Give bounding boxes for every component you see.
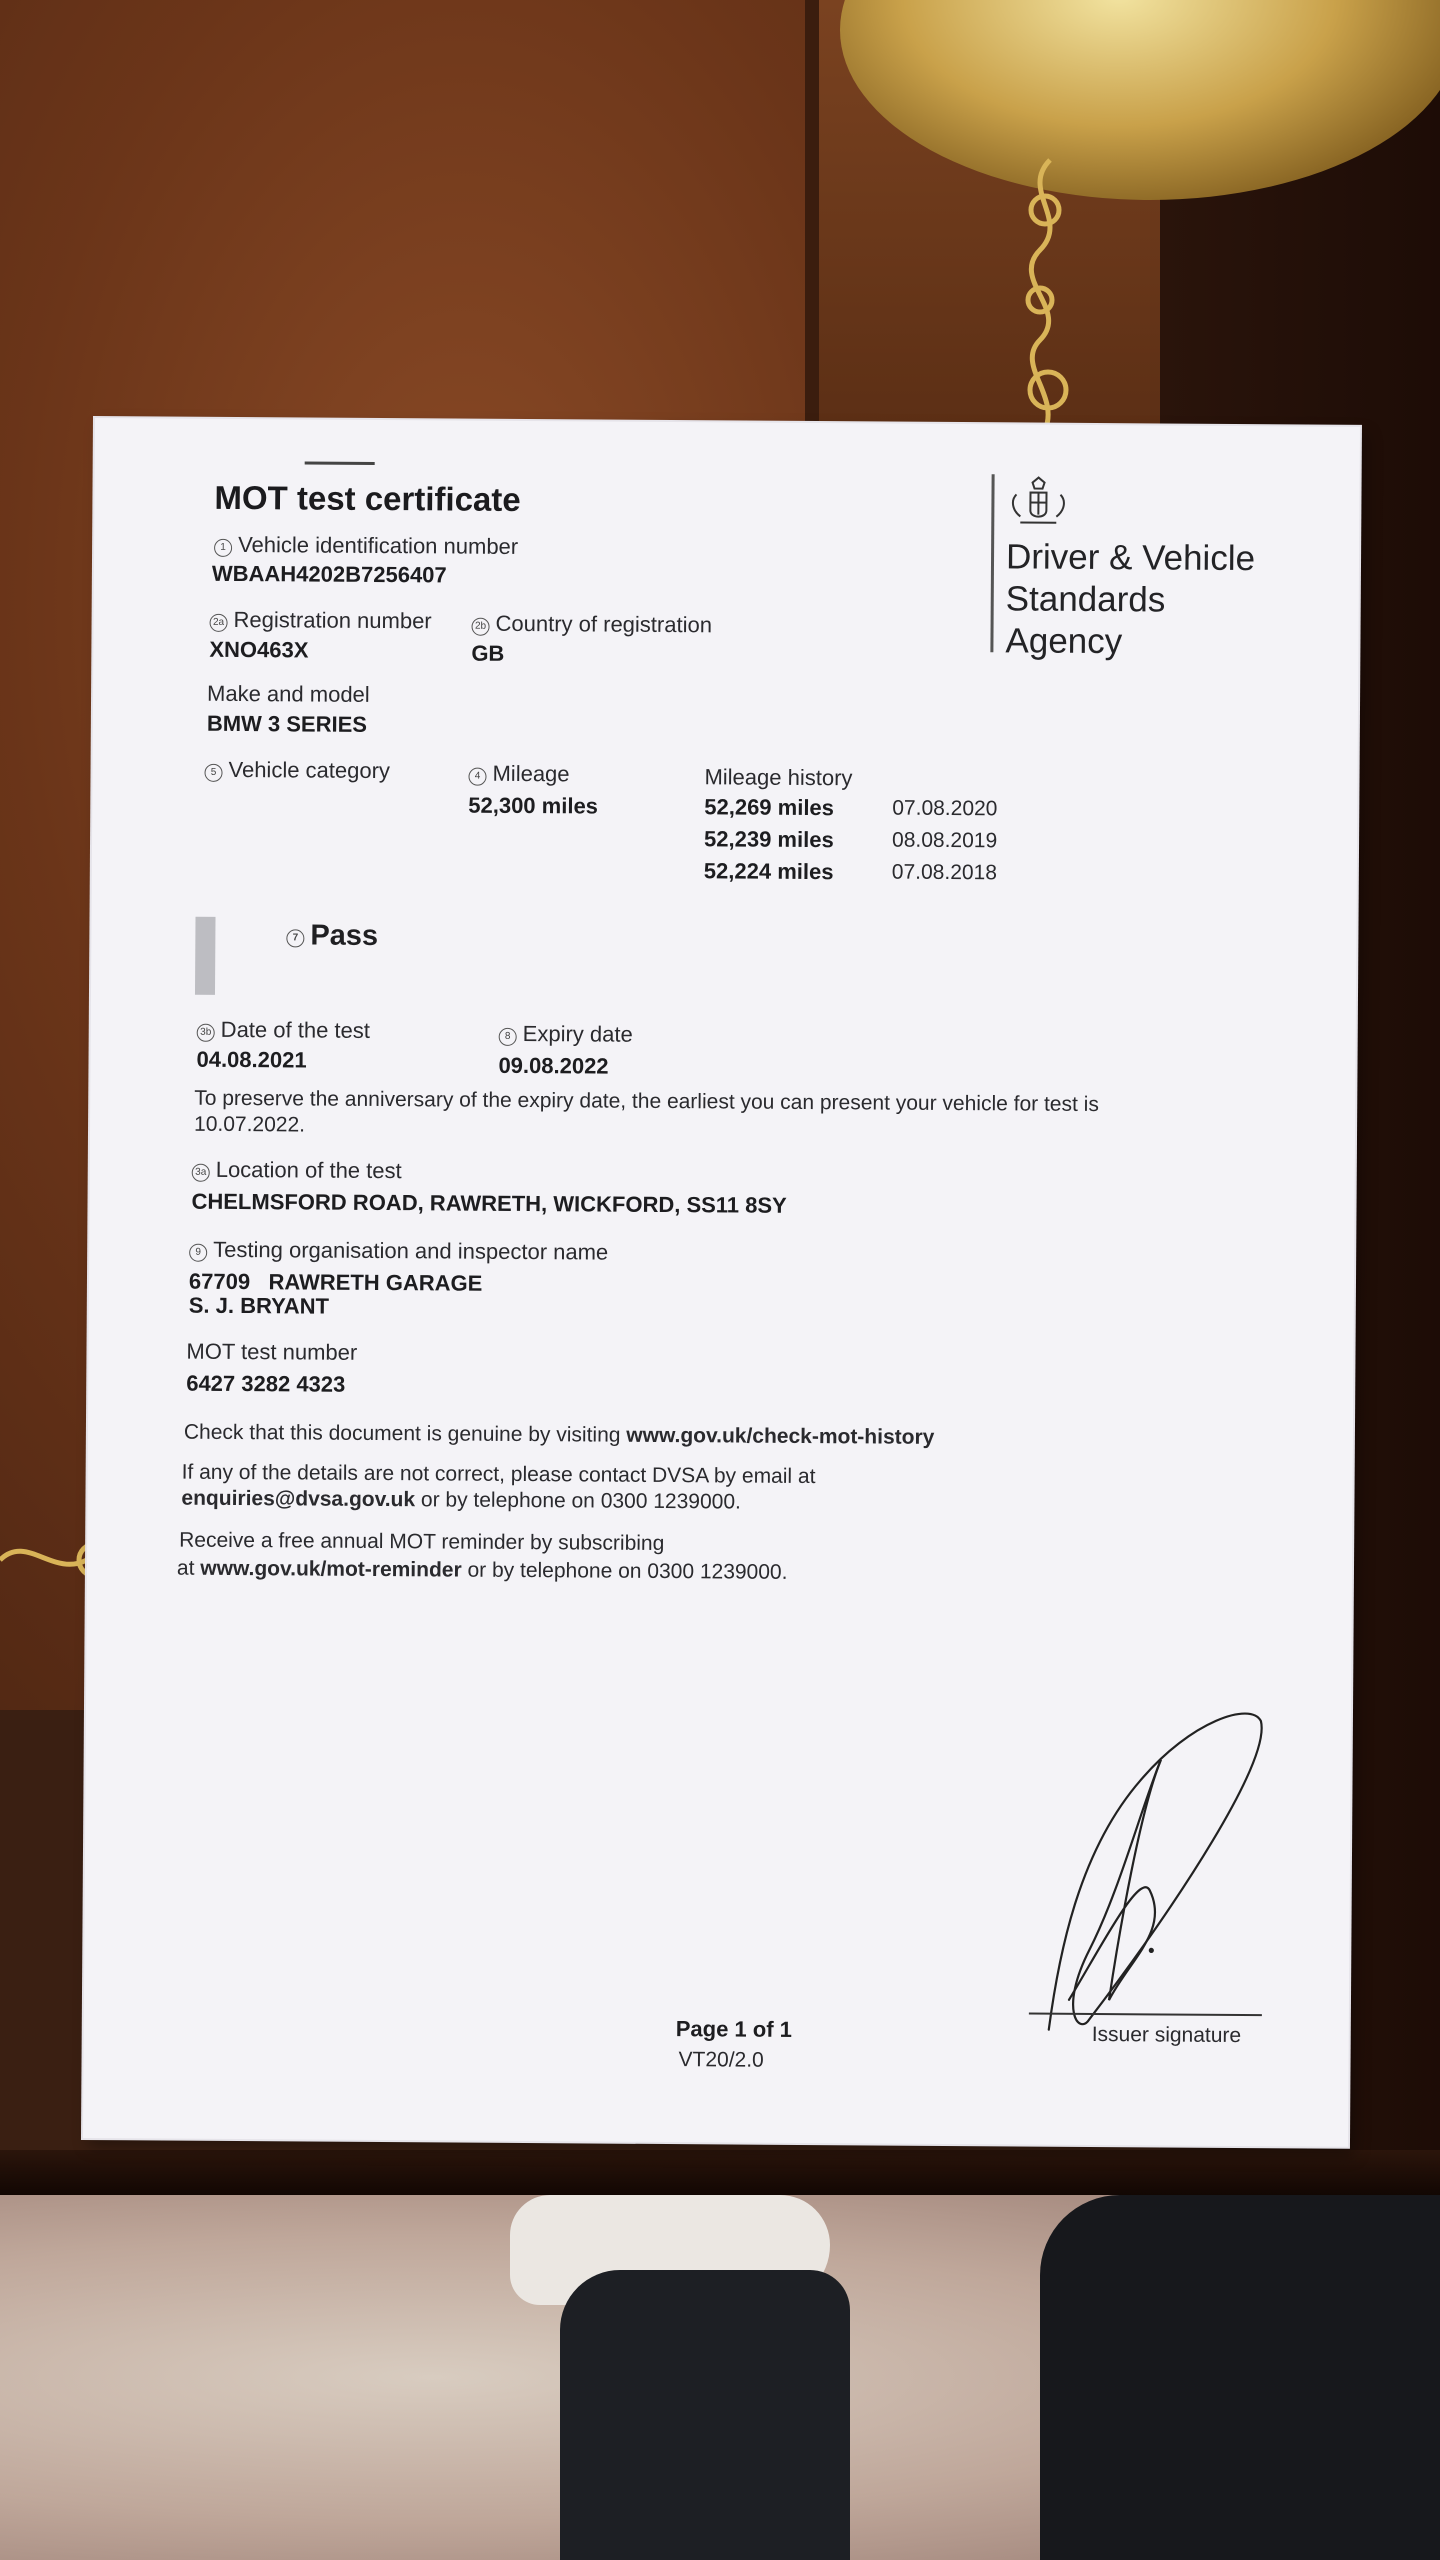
trouser-leg-right [1040,2195,1440,2560]
contact-text-line2: enquiries@dvsa.gov.uk or by telephone on 0300 1239000. [181,1486,741,1514]
anniversary-note: To preserve the anniversary of the expiry date, the earliest you can present your vehicle for test is [194,1086,1099,1117]
royal-coat-of-arms-icon [1006,474,1070,530]
location-label: 3a Location of the test [192,1157,402,1184]
contact-text: If any of the details are not correct, please contact DVSA by email at [181,1460,816,1489]
signature-label: Issuer signature [1091,2022,1242,2048]
mileage-history-row: 52,224 miles 07.08.2018 [703,858,998,885]
expiry-date-value: 09.08.2022 [498,1052,609,1079]
make-model-value: BMW 3 SERIES [206,710,368,737]
testing-org-label: 9 Testing organisation and inspector name [189,1237,608,1266]
mot-certificate [83,418,1360,2147]
page-number: Page 1 of 1 [675,2016,793,2042]
registration-label: 2a Registration number [210,607,432,635]
country-label: 2b Country of registration [471,611,712,639]
contact-email-link[interactable]: enquiries@dvsa.gov.uk [181,1486,416,1512]
expiry-date-label: 8 Expiry date [499,1021,633,1048]
form-code: VT20/2.0 [678,2048,764,2072]
mileage-history-label: Mileage history [704,764,853,791]
anniversary-note-date: 10.07.2022. [193,1112,306,1137]
gold-leaf-ornament-icon [990,150,1100,440]
mileage-label: 4 Mileage [468,761,569,788]
vin-label: 1 Vehicle identification number [214,532,518,560]
field-number-badge: 1 [214,539,232,557]
test-result: 7 Pass [286,919,378,953]
test-number-label: MOT test number [186,1338,358,1365]
mileage-history-table [704,794,998,892]
handwritten-signature [1029,1700,1271,2042]
location-value: CHELMSFORD ROAD, RAWRETH, WICKFORD, SS11 8SY [191,1188,787,1218]
genuine-check-text: Check that this document is genuine by visiting www.gov.uk/check-mot-history [183,1420,935,1449]
vin-value: WBAAH4202B7256407 [211,560,447,588]
reminder-text-line2: at www.gov.uk/mot-reminder or by telephone on 0300 1239000. [176,1556,788,1584]
test-date-value: 04.08.2021 [196,1046,307,1073]
table-edge [0,2150,1440,2195]
check-mot-history-link[interactable]: www.gov.uk/check-mot-history [626,1423,935,1449]
registration-value: XNO463X [209,636,309,663]
mileage-history-row: 52,239 miles 08.08.2019 [703,826,998,853]
test-number-value: 6427 3282 4323 [186,1370,346,1397]
agency-name: Driver & Vehicle Standards Agency [1005,537,1256,662]
title-rule [305,461,375,464]
mot-reminder-link[interactable]: www.gov.uk/mot-reminder [200,1556,462,1582]
agency-divider [990,474,994,652]
testing-org-value: 67709 RAWRETH GARAGE [188,1268,483,1296]
page-title: MOT test certificate [214,478,521,518]
make-model-label: Make and model [206,680,370,707]
test-date-label: 3b Date of the test [197,1017,370,1044]
country-value: GB [471,640,505,666]
vehicle-category-label: 5 Vehicle category [204,757,390,784]
reminder-text: Receive a free annual MOT reminder by subscribing [179,1528,665,1556]
mileage-history-row: 52,269 miles 07.08.2020 [704,794,998,821]
mileage-value: 52,300 miles [468,792,599,819]
inspector-name: S. J. BRYANT [188,1292,330,1319]
trouser-leg-left [560,2270,850,2560]
result-indicator-bar [195,917,216,995]
